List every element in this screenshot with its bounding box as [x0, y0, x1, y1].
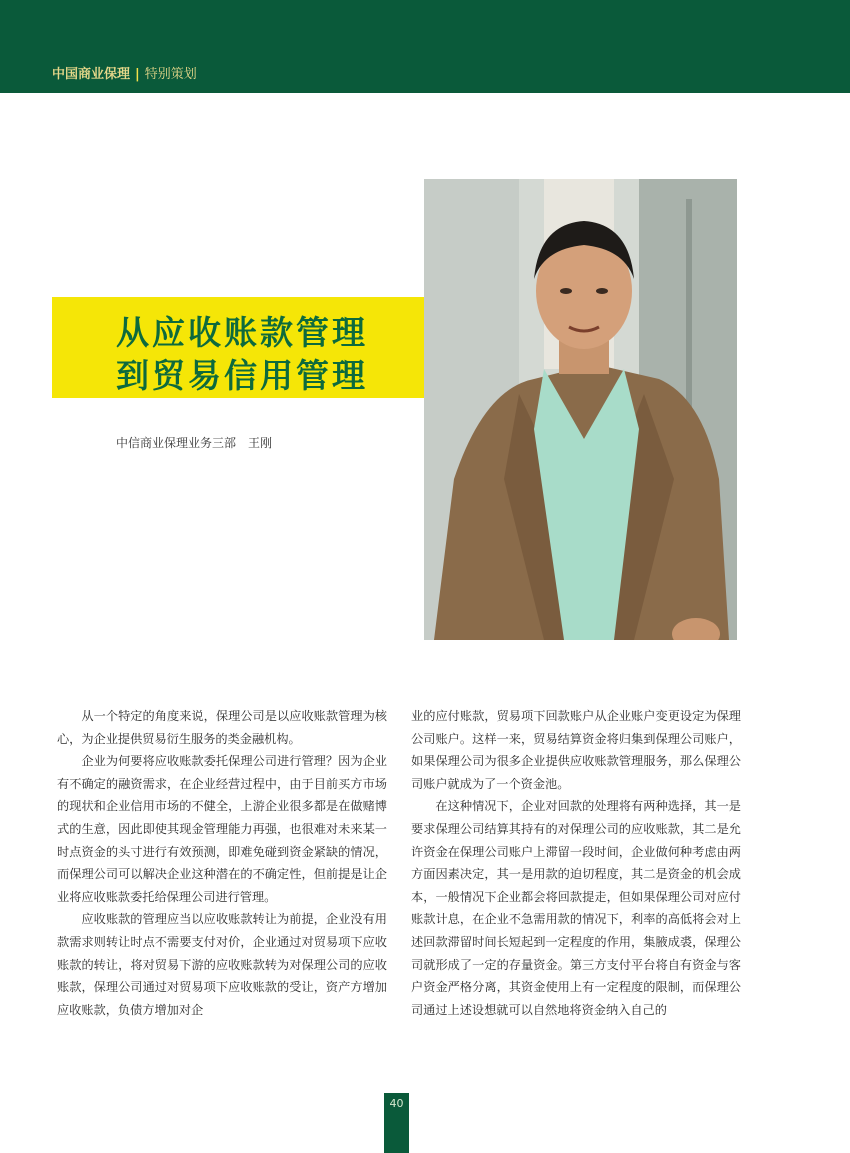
body-paragraph: 在这种情况下，企业对回款的处理将有两种选择，其一是要求保理公司结算其持有的对保理公司的应收账款，其二是允许资金在保理公司账户上滞留一段时间，企业做何种考虑由两方面因素决定，其一是用款的迫切程度，其二是资金的机会成本，一般情况下企业都会将回款提走，但如果保理公司对应付账款计息，在企业不急需用款的情况下，利率的高低将会对上述回款滞留时间长短起到一定程度的作用，集腋成裘，保理公司就形成了一定的存量资金。第三方支付平台将自有资金与客户资金严格分离，其资金使用上有一定程度的限制，而保理公司通过上述设想就可以自然地将资金纳入自己的	[411, 799, 741, 1017]
body-column-right	[411, 705, 741, 1021]
page-number: 40	[389, 1097, 404, 1110]
header-separator: |	[135, 67, 140, 82]
section-name: 特别策划	[144, 67, 197, 82]
page-number-tab	[384, 1093, 409, 1153]
author-name: 王刚	[248, 436, 273, 450]
body-column-left	[57, 705, 387, 1021]
author-org: 中信商业保理业务三部	[116, 436, 237, 450]
body-paragraph: 应收账款的管理应当以应收账款转让为前提，企业没有用款需求则转让时点不需要支付对价，企业通过对贸易项下应收账款的转让，将对贸易下游的应收账款转为对保理公司的应收账款，保理公司通过对贸易项下应收账款的受让，资产方增加应收账款，负债方增加对企	[57, 912, 387, 1017]
author-photo	[424, 179, 737, 640]
running-header	[52, 66, 197, 84]
magazine-name: 中国商业保理	[52, 67, 131, 82]
article-title-line2: 到贸易信用管理	[116, 356, 368, 395]
title-box	[52, 297, 437, 398]
article-title-line1: 从应收账款管理	[116, 313, 368, 352]
author-portrait-illustration	[424, 179, 737, 640]
body-paragraph-continued: 业的应付账款，贸易项下回款账户从企业账户变更设定为保理公司账户。这样一来，贸易结算资金将归集到保理公司账户，如果保理公司为很多企业提供应收账款管理服务，那么保理公司账户就成为了一个资金池。	[411, 709, 741, 791]
header-band	[0, 0, 850, 93]
body-paragraph: 企业为何要将应收账款委托保理公司进行管理？因为企业有不确定的融资需求，在企业经营过程中，由于目前买方市场的现状和企业信用市场的不健全，上游企业很多都是在做赌博式的生意，因此即使其现金管理能力再强，也很难对未来某一时点资金的头寸进行有效预测，即难免碰到资金紧缺的情况，而保理公司可以解决企业这种潜在的不确定性，但前提是让企业将应收账款委托给保理公司进行管理。	[57, 754, 387, 904]
body-paragraph: 从一个特定的角度来说，保理公司是以应收账款管理为核心，为企业提供贸易衍生服务的类金融机构。	[57, 709, 387, 746]
byline	[116, 434, 272, 451]
